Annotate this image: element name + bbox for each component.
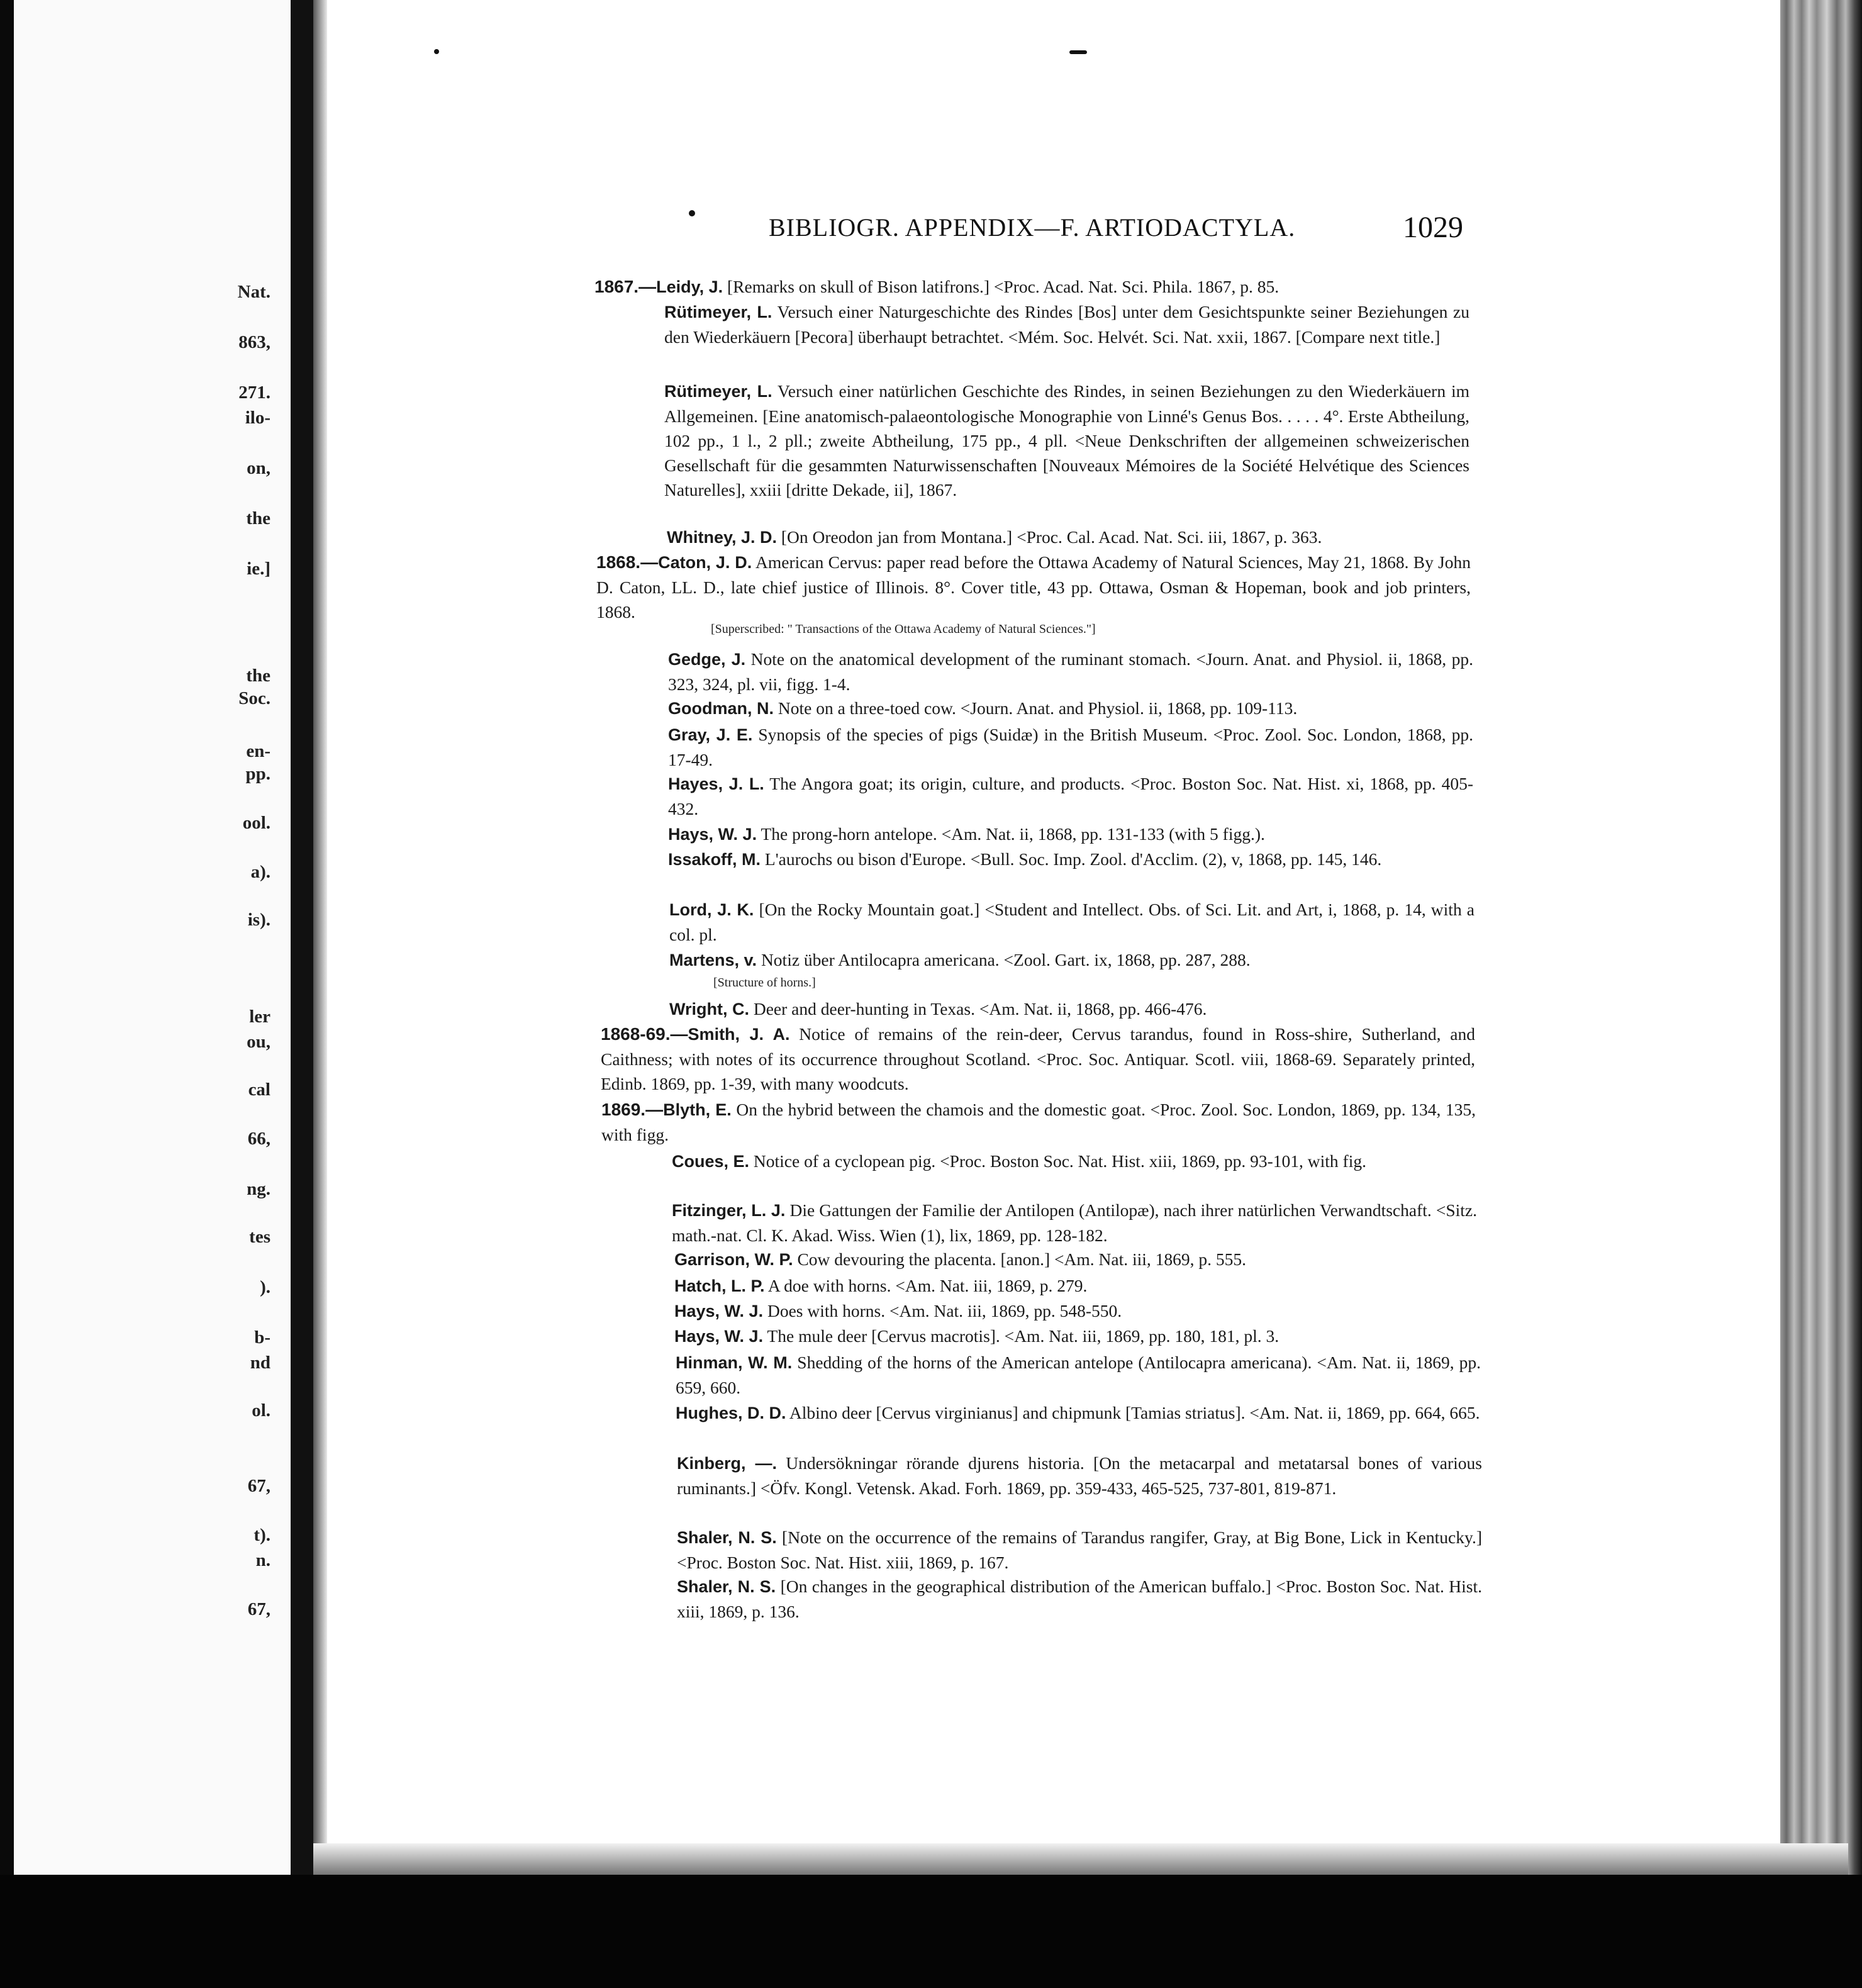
entry-text: Synopsis of the species of pigs (Suidæ) in the British Museum. <Proc. Zool. Soc. London, 1868, pp. 17-49. [668, 725, 1473, 769]
page-edges [1780, 0, 1862, 1875]
left-fragment: tes [249, 1227, 270, 1247]
speck [1069, 50, 1087, 54]
entry-author: Hays, W. J. [668, 825, 757, 844]
left-fragment: 66, [247, 1129, 270, 1149]
entry-text: Albino deer [Cervus virginianus] and chipmunk [Tamias striatus]. <Am. Nat. ii, 1869, pp. 664, 665. [786, 1403, 1480, 1422]
entry-author: Shaler, N. S. [677, 1528, 777, 1547]
bib-entry [676, 1400, 1481, 1426]
bib-entry [668, 771, 1473, 821]
left-fragment: 863, [238, 332, 270, 352]
speck [689, 210, 695, 216]
bib-entry [664, 379, 1469, 502]
left-fragment: ou, [247, 1032, 270, 1052]
left-fragment: a). [250, 862, 270, 882]
entry-text: Cow devouring the placenta. [anon.] <Am. Nat. iii, 1869, p. 555. [793, 1249, 1247, 1269]
entry-note: [Superscribed: " Transactions of the Ottawa Academy of Natural Sciences."] [711, 622, 1096, 636]
entry-year: 1869.— [601, 1100, 664, 1119]
bib-entry [668, 696, 1473, 721]
left-page [14, 0, 291, 1875]
entry-author: Hinman, W. M. [676, 1353, 793, 1372]
entry-author: Lord, J. K. [669, 900, 754, 919]
left-fragment: b- [254, 1327, 270, 1348]
bib-entry [668, 647, 1473, 696]
entry-year: 1868.— [596, 552, 659, 572]
entry-author: Smith, J. A. [688, 1025, 790, 1044]
entry-author: Issakoff, M. [668, 850, 761, 869]
entry-text: Shedding of the horns of the American antelope (Antilocapra americana). <Am. Nat. ii, 1869, pp. 659, 660. [676, 1353, 1481, 1397]
bib-entry [668, 722, 1473, 772]
entry-text: Deer and deer-hunting in Texas. <Am. Nat. ii, 1868, pp. 466-476. [749, 999, 1207, 1019]
entry-text: Note on a three-toed cow. <Journ. Anat. and Physiol. ii, 1868, pp. 109-113. [774, 698, 1298, 718]
entry-text: The Angora goat; its origin, culture, and products. <Proc. Boston Soc. Nat. Hist. xi, 1868, pp. 405-432. [668, 774, 1473, 818]
entry-author: Hays, W. J. [674, 1327, 764, 1346]
entry-text: Does with horns. <Am. Nat. iii, 1869, pp. 548-550. [763, 1301, 1122, 1321]
left-fragment: the [246, 666, 270, 686]
bib-entry [672, 1198, 1477, 1248]
entry-author: Hughes, D. D. [676, 1404, 786, 1422]
left-fragment: pp. [245, 764, 270, 784]
entry-note: [Structure of horns.] [713, 976, 816, 990]
entry-text: American Cervus: paper read before the Ottawa Academy of Natural Sciences, May 21, 1868. By John D. Caton, LL. D., late chief justice of Illinois. 8°. Cover title, 43 pp. Ottawa, Osman & Hopeman, book and job printers, 1868. [596, 552, 1471, 622]
left-fragment: ool. [242, 813, 270, 833]
entry-author: Caton, J. D. [658, 553, 752, 572]
entry-author: Blyth, E. [663, 1100, 732, 1119]
entry-author: Kinberg, —. [677, 1454, 777, 1473]
running-title: BIBLIOGR. APPENDIX—F. ARTIODACTYLA. [769, 213, 1296, 242]
left-fragment: ie.] [247, 559, 270, 579]
scan-border-left [0, 0, 14, 1988]
entry-text: Notice of remains of the rein-deer, Cervus tarandus, found in Ross-shire, Sutherland, and Caithness; with notes of its occurrence throughout Scotland. <Proc. Soc. Antiquar. Scotl. viii, 1868-69. Separately printed, Edinb. 1869, pp. 1-39, with many woodcuts. [601, 1024, 1475, 1093]
bib-entry [668, 822, 1473, 847]
bib-entry [668, 847, 1473, 872]
entry-text: [Remarks on skull of Bison latifrons.] <Proc. Acad. Nat. Sci. Phila. 1867, p. 85. [723, 277, 1279, 296]
entry-author: Garrison, W. P. [674, 1250, 793, 1269]
bib-entry [674, 1298, 1480, 1324]
entry-author: Rütimeyer, L. [664, 303, 772, 321]
bib-entry [674, 1273, 1480, 1298]
left-fragment: the [246, 508, 270, 528]
bib-entry [667, 525, 1478, 550]
entry-text: The prong-horn antelope. <Am. Nat. ii, 1868, pp. 131-133 (with 5 figg.). [757, 824, 1265, 844]
bib-entry [677, 1574, 1482, 1624]
entry-text: [On changes in the geographical distribution of the American buffalo.] <Proc. Boston Soc. Nat. Hist. xiii, 1869, p. 136. [677, 1577, 1482, 1621]
bib-entry [669, 997, 1475, 1022]
left-fragment: 271. [238, 383, 270, 403]
bib-entry [674, 1324, 1480, 1349]
entry-text: Note on the anatomical development of the ruminant stomach. <Journ. Anat. and Physiol. ii, 1868, pp. 323, 324, pl. vii, figg. 1-4. [668, 649, 1473, 694]
left-fragment: Soc. [238, 688, 270, 708]
entry-author: Wright, C. [669, 1000, 749, 1019]
scan-border-bottom [0, 1875, 1862, 1988]
gutter-shadow [313, 0, 327, 1887]
left-fragment: en- [246, 741, 270, 761]
page-number: 1029 [1403, 211, 1463, 244]
left-fragment: ng. [247, 1179, 270, 1199]
bib-entry [676, 1350, 1481, 1400]
left-fragment: ). [260, 1277, 270, 1297]
left-fragment: ler [249, 1007, 270, 1027]
entry-text: The mule deer [Cervus macrotis]. <Am. Nat. iii, 1869, pp. 180, 181, pl. 3. [763, 1326, 1279, 1346]
entry-author: Leidy, J. [656, 277, 723, 296]
left-fragment: 67, [247, 1476, 270, 1496]
bib-entry [594, 274, 1475, 299]
entry-text: Die Gattungen der Familie der Antilopen (Antilopæ), nach ihrer natürlichen Verwandtschaft. <Sitz. math.-nat. Cl. K. Akad. Wiss. Wien (1), lix, 1869, pp. 128-182. [672, 1200, 1478, 1245]
entry-year: 1867.— [594, 277, 657, 296]
entry-author: Martens, v. [669, 951, 757, 969]
bib-entry [677, 1525, 1482, 1575]
left-fragment: t). [254, 1525, 270, 1545]
entry-author: Coues, E. [672, 1152, 750, 1171]
bib-entry [674, 1247, 1480, 1272]
entry-text: Versuch einer Naturgeschichte des Rindes [Bos] unter dem Gesichtspunkte seiner Beziehungen zu den Wiederkäuern [Pecora] überhaupt betrachtet. <Mém. Soc. Helvét. Sci. Nat. xxii, 1867. [Compare next title.] [664, 302, 1469, 347]
left-fragment: 67, [247, 1599, 270, 1619]
left-fragment: Nat. [237, 282, 270, 302]
entry-author: Hayes, J. L. [668, 774, 764, 793]
left-fragment: ilo- [245, 408, 270, 428]
bib-entry [669, 947, 1475, 973]
entry-author: Hatch, L. P. [674, 1276, 765, 1295]
speck [434, 49, 439, 54]
bib-entry [601, 1022, 1475, 1096]
bib-entry [672, 1149, 1477, 1174]
left-fragment: n. [255, 1550, 270, 1570]
entry-text: Notiz über Antilocapra americana. <Zool. Gart. ix, 1868, pp. 287, 288. [757, 950, 1251, 969]
entry-text: L'aurochs ou bison d'Europe. <Bull. Soc. Imp. Zool. d'Acclim. (2), v, 1868, pp. 145, 146. [761, 849, 1382, 869]
bib-entry [601, 1097, 1476, 1147]
entry-author: Fitzinger, L. J. [672, 1201, 786, 1220]
entry-text: [On Oreodon jan from Montana.] <Proc. Cal. Acad. Nat. Sci. iii, 1867, p. 363. [777, 527, 1322, 547]
bib-entry [664, 299, 1469, 349]
entry-author: Hays, W. J. [674, 1302, 764, 1321]
entry-year: 1868-69.— [601, 1024, 688, 1044]
book-gutter [291, 0, 313, 1887]
entry-author: Gedge, J. [668, 650, 746, 669]
entry-author: Rütimeyer, L. [664, 382, 772, 401]
left-fragment: cal [248, 1080, 270, 1100]
bib-entry [677, 1451, 1482, 1500]
entry-author: Shaler, N. S. [677, 1577, 776, 1596]
entry-text: [On the Rocky Mountain goat.] <Student and Intellect. Obs. of Sci. Lit. and Art, i, 1868, p. 14, with a col. pl. [669, 900, 1475, 944]
entry-author: Whitney, J. D. [667, 528, 778, 547]
entry-author: Goodman, N. [668, 699, 774, 718]
entry-text: Versuch einer natürlichen Geschichte des Rindes, in seinen Beziehungen zu den Wiederkäuern im Allgemeinen. [Eine anatomisch-palaeontologische Monographie von Linné's Genus Bos. . . . . 4°. Erste Abtheilung, 102 pp., 1 l., 2 pll.; zweite Abtheilung, 175 pp., 4 pll. <Neue Denkschriften der allgemeinen schweizerischen Gesellschaft für die gesammten Naturwissenschaften [Nouveaux Mémoires de la Société Helvétique des Sciences Naturelles], xxiii [dritte Dekade, ii], 1867. [664, 381, 1469, 500]
entry-text: Notice of a cyclopean pig. <Proc. Boston Soc. Nat. Hist. xiii, 1869, pp. 93-101, with fig. [749, 1151, 1366, 1171]
left-fragment: is). [247, 910, 270, 930]
entry-text: A doe with horns. <Am. Nat. iii, 1869, p. 279. [764, 1276, 1088, 1295]
page-bottom-edge [313, 1843, 1848, 1875]
entry-text: On the hybrid between the chamois and the domestic goat. <Proc. Zool. Soc. London, 1869, pp. 134, 135, with figg. [601, 1100, 1476, 1144]
left-fragment: ol. [252, 1400, 270, 1421]
left-fragment: nd [250, 1353, 270, 1373]
bib-entry [669, 897, 1475, 947]
entry-text: Undersökningar rörande djurens historia. [On the metacarpal and metatarsal bones of various ruminants.] <Öfv. Kongl. Vetensk. Akad. Forh. 1869, pp. 359-433, 465-525, 737-801, 819-871. [677, 1453, 1482, 1498]
entry-author: Gray, J. E. [668, 725, 753, 744]
bib-entry [596, 550, 1471, 624]
entry-text: [Note on the occurrence of the remains of Tarandus rangifer, Gray, at Big Bone, Lick in Kentucky.] <Proc. Boston Soc. Nat. Hist. xiii, 1869, p. 167. [677, 1527, 1482, 1572]
left-fragment: on, [247, 458, 270, 478]
